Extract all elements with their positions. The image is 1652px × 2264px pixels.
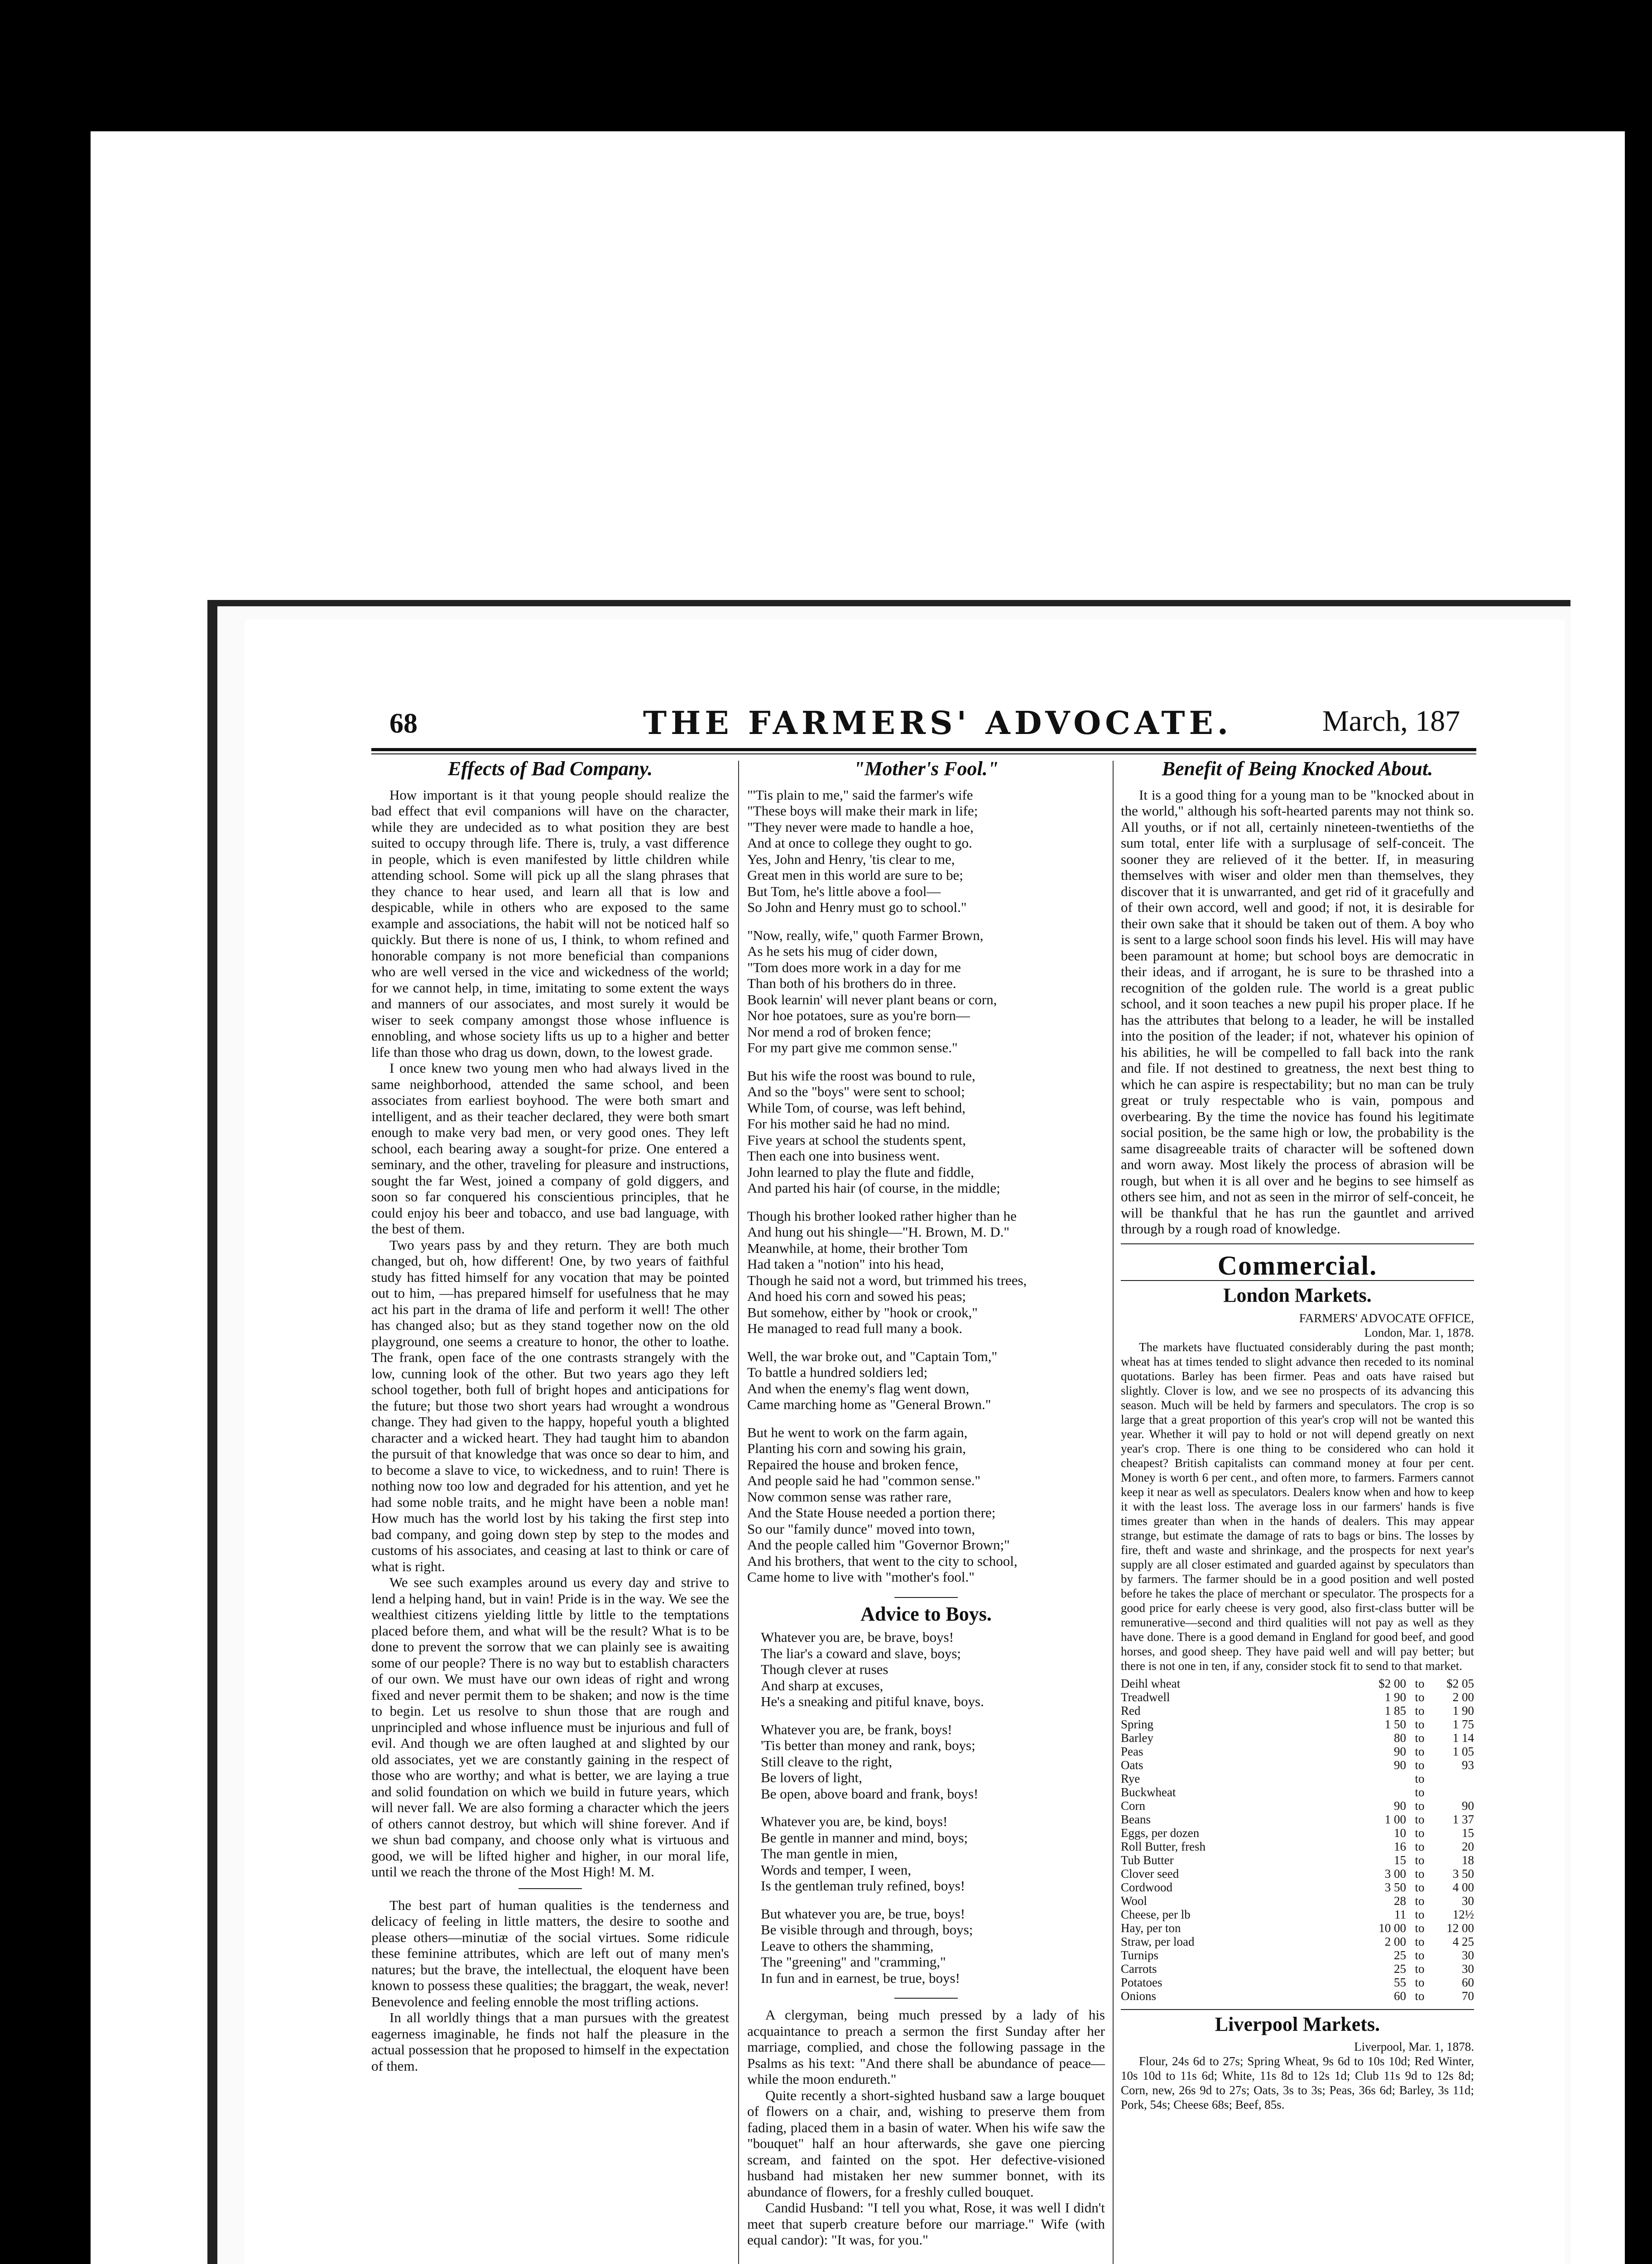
price-row <box>1121 1853 1474 1867</box>
price-row <box>1121 1894 1474 1908</box>
price-low: 25 <box>1394 1962 1406 1976</box>
price-row <box>1121 1976 1474 1989</box>
price-high: 90 <box>1462 1799 1474 1813</box>
price-item: Spring <box>1121 1717 1154 1731</box>
price-row <box>1121 1908 1474 1921</box>
price-to: to <box>1415 1799 1425 1813</box>
price-row <box>1121 1690 1474 1704</box>
price-low <box>1365 1785 1406 1799</box>
price-row <box>1121 1948 1474 1962</box>
price-item: Treadwell <box>1121 1690 1170 1704</box>
price-low: 28 <box>1394 1894 1406 1908</box>
price-low: 55 <box>1394 1975 1406 1989</box>
paragraph: A clergyman, being much pressed by a lady of his acquaintance to preach a sermon the first Sunday after her marriage, complied, and chose the following passage in the Psalms as his text: "And there shall be abundance of peace—while the moon endureth." <box>747 2007 1105 2087</box>
price-item: Deihl wheat <box>1121 1676 1181 1690</box>
price-row <box>1121 1785 1474 1799</box>
price-item: Clover seed <box>1121 1866 1179 1880</box>
price-low: 1 00 <box>1384 1812 1406 1826</box>
price-high: 30 <box>1462 1894 1474 1908</box>
paragraph: The best part of human qualities is the tenderness and delicacy of feeling in little matters, the desire to soothe and please others—minutiæ of the social virtues. Some ridicule these feminine attributes, which are left out of many men's natures; but the brave, the intellectual, the eloquent have been known to possess these qualities; the braggart, the weak, never! Benevolence and feeling ennoble the most trifling actions. <box>371 1897 729 2010</box>
price-high: 93 <box>1462 1758 1474 1772</box>
price-high: 20 <box>1462 1839 1474 1853</box>
price-high: 1 75 <box>1452 1717 1474 1731</box>
market-title: Liverpool Markets. <box>1215 2013 1380 2035</box>
price-high: 1 05 <box>1452 1744 1474 1758</box>
price-row <box>1121 1813 1474 1826</box>
price-row <box>1121 1921 1474 1935</box>
price-high: 1 37 <box>1452 1812 1474 1826</box>
price-item: Beans <box>1121 1812 1151 1826</box>
issue-date: March, 187 <box>1322 705 1460 738</box>
price-high: 15 <box>1462 1826 1474 1840</box>
article-title: Effects of Bad Company. <box>447 758 653 780</box>
price-row <box>1121 1799 1474 1813</box>
price-to: to <box>1415 1839 1425 1853</box>
price-item: Roll Butter, fresh <box>1121 1839 1206 1853</box>
price-low: 15 <box>1394 1853 1406 1867</box>
price-low: 25 <box>1394 1948 1406 1962</box>
header-rule-thin <box>371 753 1476 754</box>
column-divider <box>1113 761 1114 2264</box>
microfilm-border-right <box>1625 131 1652 2264</box>
price-to: to <box>1415 1690 1425 1704</box>
price-to: to <box>1415 1975 1425 1989</box>
stanza: "'Tis plain to me," said the farmer's wife "These boys will make their mark in life; "They never were made to handle a hoe, And at once to college they ought to go. Yes, John and Henry, 'tis clear to me, Great men in this world are sure to be; But Tom, he's little above a fool— So John and Henry must go to school." <box>747 787 978 915</box>
price-item: Turnips <box>1121 1948 1159 1962</box>
price-high: $2 05 <box>1446 1676 1474 1690</box>
price-item: Eggs, per dozen <box>1121 1826 1200 1840</box>
price-high: 70 <box>1462 1989 1474 2003</box>
stanza: But whatever you are, be true, boys! Be visible through and through, boys; Leave to others the shamming, The "greening" and "cramming," In fun and in earnest, be true, boys! <box>761 1905 973 1986</box>
price-to: to <box>1415 1948 1425 1962</box>
price-low: 1 50 <box>1384 1717 1406 1731</box>
price-high <box>1433 1785 1474 1799</box>
paragraph: How important is it that young people should realize the bad effect that evil companions will have on the character, while they are undecided as to what position they are best suited to occupy through life. There is, truly, a vast difference in people, which is even manifested by little children while attending school. Some will pick up all the slang phrases that they chance to hear used, and learn all that is low and despicable, while in others who are exposed to the same example and associations, the habit will not be noticed half so quickly. But there is none of us, I think, to whom refined and honorable company is not more beneficial than companions who are well versed in the vice and wickedness of the world; for we cannot help, in time, imitating to some extent the ways and manners of our associates, and most surely it would be wiser to seek company amongst those whose influence is ennobling, and whose society lifts us up to a higher and better life than those who drag us down, down, to the lowest grade. <box>371 787 729 1060</box>
price-to: to <box>1415 1731 1425 1745</box>
price-high: 4 00 <box>1452 1880 1474 1894</box>
price-item: Straw, per load <box>1121 1934 1195 1948</box>
separator <box>894 1998 958 1999</box>
price-to: to <box>1415 1703 1425 1717</box>
stanza: Whatever you are, be frank, boys! 'Tis better than money and rank, boys; Still cleave to the right, Be lovers of light, Be open, above board and frank, boys! <box>761 1721 979 1802</box>
price-row <box>1121 1826 1474 1840</box>
stanza: Though his brother looked rather higher than he And hung out his shingle—"H. Brown, M. D." Meanwhile, at home, their brother Tom Had taken a "notion" into his head, Though he said not a word, but trimmed his trees, And hoed his corn and sowed his peas; But somehow, either by "hook or crook," He managed to read full many a book. <box>747 1208 1027 1336</box>
header-rule <box>371 748 1476 751</box>
price-high: 18 <box>1462 1853 1474 1867</box>
price-low: 3 50 <box>1384 1880 1406 1894</box>
price-item: Peas <box>1121 1744 1143 1758</box>
price-item: Cordwood <box>1121 1880 1172 1894</box>
stanza: Whatever you are, be kind, boys! Be gentle in manner and mind, boys; The man gentle in mien, Words and temper, I ween, Is the gentleman truly refined, boys! <box>761 1813 968 1894</box>
microfilm-border-top <box>0 0 1652 131</box>
price-low: 11 <box>1394 1907 1406 1921</box>
poem-title: "Mother's Fool." <box>853 758 999 780</box>
price-low: 90 <box>1394 1758 1406 1772</box>
price-low: 90 <box>1394 1799 1406 1813</box>
price-to: to <box>1415 1962 1425 1976</box>
price-high: 30 <box>1462 1962 1474 1976</box>
dateline: Liverpool, Mar. 1, 1878. <box>1354 2040 1474 2053</box>
price-low: 3 00 <box>1384 1866 1406 1880</box>
price-low: 1 90 <box>1384 1690 1406 1704</box>
paragraph: I once knew two young men who had always lived in the same neighborhood, attended the same school, and been associates from earliest boyhood. The were both smart and intelligent, and as their teacher declared, they were both smart enough to make very bad men, or very good ones. They left school, each bearing away a sought-for prize. One entered a seminary, and the other, traveling for pleasure and instructions, sought the far West, joined a company of gold diggers, and soon so far conquered his conscientious principles, that he could enjoy his beer and tobacco, and use bad language, with the best of them. <box>371 1060 729 1237</box>
price-row <box>1121 1745 1474 1758</box>
paragraph: Two years pass by and they return. They are both much changed, but oh, how different! One, by two years of faithful study has fitted himself for any vocation that may be pointed out to him, —has prepared himself for usefulness that he may act his part in the drama of life and perform it well! The other has changed also; but as they stand together now on the old playground, one seems a creature to honor, the other to loathe. The frank, open face of the one contrasts strangely with the low, cunning look of the other. But two years ago they left school together, both full of bright hopes and anticipations for the future; but those two short years had wrought a wondrous change. They had given to the happy, hopeful youth a blighted character and a wicked heart. They had taught him to abandon the pursuit of that knowledge that was once so dear to him, and to become a slave to vice, to wickedness, and to ruin! There is nothing now too low and degraded for his attention, and yet he had some noble traits, and he might have been a noble man! How much has the world lost by his taking the first step into bad company, and going down step by step to the modes and customs of his associates, and ceasing at last to think or care of what is right. <box>371 1237 729 1574</box>
price-high: 3 50 <box>1452 1866 1474 1880</box>
price-to: to <box>1415 1676 1425 1690</box>
price-row <box>1121 1935 1474 1948</box>
price-item: Carrots <box>1121 1962 1157 1976</box>
masthead: THE FARMERS' ADVOCATE. <box>643 704 1233 742</box>
price-low: 1 85 <box>1384 1703 1406 1717</box>
price-item: Oats <box>1121 1758 1143 1772</box>
price-high: 2 00 <box>1452 1690 1474 1704</box>
price-item: Corn <box>1121 1799 1145 1813</box>
price-row <box>1121 1880 1474 1894</box>
price-row <box>1121 1867 1474 1880</box>
paragraph: Quite recently a short-sighted husband saw a large bouquet of flowers on a chair, and, wishing to preserve them from fading, placed them in a basin of water. When his wife saw the "bouquet" half an hour afterwards, she gave one piercing scream, and fainted on the spot. Her defective-visioned husband had mistaken her new summer bonnet, with its abundance of flowers, for a freshly culled bouquet. <box>747 2087 1105 2200</box>
separator <box>519 1888 582 1889</box>
price-item: Red <box>1121 1703 1141 1717</box>
price-to: to <box>1415 1717 1425 1731</box>
stanza: "Now, really, wife," quoth Farmer Brown, As he sets his mug of cider down, "Tom does more work in a day for me Than both of his brothers do in three. Book learnin' will never plant beans or corn, Nor hoe potatoes, sure as you're born— Nor mend a rod of broken fence; For my part give me common sense." <box>747 927 997 1055</box>
price-low: 60 <box>1394 1989 1406 2003</box>
price-high: 1 14 <box>1452 1731 1474 1745</box>
price-item: Wool <box>1121 1894 1147 1908</box>
price-table <box>1121 1677 1474 2003</box>
price-to: to <box>1415 1744 1425 1758</box>
column-divider <box>738 761 739 2264</box>
stanza: Well, the war broke out, and "Captain Tom," To battle a hundred soldiers led; And when the enemy's flag went down, Came marching home as "General Brown." <box>747 1348 998 1412</box>
paragraph: It is a good thing for a young man to be "knocked about in the world," although his soft-hearted parents may not think so. All youths, or if not all, certainly nineteen-twentieths of the sum total, enter life with a surplusage of self-conceit. The sooner they are relieved of it the better. If, in measuring themselves with wiser and older men than themselves, they discover that it is unwarranted, and get rid of it gracefully and of their own accord, well and good; if not, it is desirable for their own sake that it should be taken out of them. A boy who is sent to a large school soon finds his level. His will may have been paramount at home; but school boys are democratic in their ideas, and if arrogant, he is sure to be thrashed into a recognition of the golden rule. The world is a great public school, and it soon teaches a new pupil his proper place. If he has the attributes that belong to a leader, he will be installed into the position of the leader; if not, whatever his opinion of his abilities, he will be compelled to fall back into the rank and file. If not destined to greatness, the next best thing to which he can aspire is respectability; but no man can be truly great or truly respectable who is vain, pompous and overbearing. By the time the novice has found his legitimate social position, be the same high or low, the probability is the same disagreeable traits of character will be softened down and worn away. Most likely the process of abrasion will be rough, but when it is all over and he begins to see himself as others see him, and not as seen in the mirror of self-conceit, he will be thankful that he has run the gauntlet and arrived through by a rough road of knowledge. <box>1121 787 1474 1237</box>
price-to: to <box>1415 1934 1425 1948</box>
price-to: to <box>1415 1812 1425 1826</box>
price-item: Onions <box>1121 1989 1157 2003</box>
price-high <box>1433 1772 1474 1785</box>
price-to: to <box>1415 1866 1425 1880</box>
price-high: 1 90 <box>1452 1703 1474 1717</box>
price-low: 2 00 <box>1384 1934 1406 1948</box>
price-high: 30 <box>1462 1948 1474 1962</box>
microfilm-border-left <box>0 131 91 2264</box>
column-2 <box>747 758 1105 2248</box>
stanza: But his wife the roost was bound to rule, And so the "boys" were sent to school; While Tom, of course, was left behind, For his mother said he had no mind. Five years at school the students spent, Then each one into business went. John learned to play the flute and fiddle, And parted his hair (of course, in the middle; <box>747 1067 1000 1196</box>
page-header <box>389 704 1494 747</box>
column-3 <box>1121 758 1474 2112</box>
price-low: $2 00 <box>1378 1676 1406 1690</box>
price-to: to <box>1415 1853 1425 1867</box>
stanza: Whatever you are, be brave, boys! The liar's a coward and slave, boys; Though clever at ruses And sharp at excuses, He's a sneaking and pitiful knave, boys. <box>761 1629 984 1709</box>
price-low: 90 <box>1394 1744 1406 1758</box>
separator <box>1121 1243 1474 1244</box>
price-item: Barley <box>1121 1731 1153 1745</box>
price-high: 12½ <box>1452 1907 1474 1921</box>
section-heading: Commercial. <box>1217 1250 1378 1281</box>
market-title: London Markets. <box>1223 1284 1372 1306</box>
article-title: Benefit of Being Knocked About. <box>1162 758 1433 780</box>
price-item: Cheese, per lb <box>1121 1907 1191 1921</box>
price-low <box>1365 1772 1406 1785</box>
price-to: to <box>1415 1907 1425 1921</box>
price-to: to <box>1415 1894 1425 1908</box>
price-high: 60 <box>1462 1975 1474 1989</box>
price-row <box>1121 1962 1474 1976</box>
separator <box>1121 2009 1474 2010</box>
price-to: to <box>1415 1989 1425 2003</box>
price-low: 10 00 <box>1378 1921 1406 1935</box>
price-row <box>1121 1772 1474 1785</box>
paragraph: Candid Husband: "I tell you what, Rose, it was well I didn't meet that superb creature before our marriage." Wife (with equal candor): "It was, for you." <box>747 2200 1105 2248</box>
price-to: to <box>1415 1921 1425 1935</box>
paragraph: We see such examples around us every day and strive to lend a helping hand, but in vain! Pride is in the way. We see the wealthiest citizens yielding little by little to the temptations placed before them, and what will be the result? What is to be done to prevent the sorrow that we can plainly see is awaiting some of our people? There is no way but to establish characters of our own. We must have our own ideas of right and wrong fixed and never permit them to be shaken; and now is the time to begin. Let us resolve to shun those that are rough and unprincipled and whose influence must be injurious and full of evil. And though we are often laughed at and slighted by our old associates, yet we are constantly gaining in the respect of those who are worthy; and what is better, we are laying a true and solid foundation on which we build in future years, which will never fall. We are also forming a character which the jeers of others cannot destroy, but which will shine forever. And if we shun bad company, and choose only what is virtuous and good, we will be lifted higher and higher, in our moral life, until we reach the throne of the Most High! M. M. <box>371 1574 729 1880</box>
price-item: Tub Butter <box>1121 1853 1174 1867</box>
price-high: 4 25 <box>1452 1934 1474 1948</box>
price-to: to <box>1415 1758 1425 1772</box>
poem-title: Advice to Boys. <box>860 1602 992 1625</box>
office-line: FARMERS' ADVOCATE OFFICE, <box>1299 1311 1474 1325</box>
price-to: to <box>1415 1826 1425 1840</box>
price-row <box>1121 1677 1474 1690</box>
price-to: to <box>1415 1771 1425 1785</box>
price-row <box>1121 1731 1474 1745</box>
stanza: But he went to work on the farm again, Planting his corn and sowing his grain, Repaired the house and broken fence, And people said he had "common sense." Now common sense was rather rare, And the State House needed a portion there; So our "family dunce" moved into town, And the people called him "Governor Brown;" And his brothers, that went to the city to school, Came home to live with "mother's fool." <box>747 1424 1018 1585</box>
price-item: Rye <box>1121 1771 1140 1785</box>
price-item: Hay, per ton <box>1121 1921 1181 1935</box>
price-to: to <box>1415 1785 1425 1799</box>
separator <box>894 1597 958 1598</box>
price-row <box>1121 1717 1474 1731</box>
price-row <box>1121 1989 1474 2003</box>
dateline: London, Mar. 1, 1878. <box>1364 1325 1474 1339</box>
price-row <box>1121 1704 1474 1717</box>
paragraph: In all worldly things that a man pursues with the greatest eagerness imaginable, he finds not half the pleasure in the actual possession that he proposed to himself in the expectation of them. <box>371 2010 729 2074</box>
price-item: Buckwheat <box>1121 1785 1176 1799</box>
price-item: Potatoes <box>1121 1975 1162 1989</box>
price-low: 16 <box>1394 1839 1406 1853</box>
price-row <box>1121 1840 1474 1853</box>
column-1 <box>371 758 729 2074</box>
market-report: The markets have fluctuated considerably during the past month; wheat has at times tended to slight advance then receded to its nominal quotations. Barley has been firmer. Peas and oats have raised but slightly. Clover is low, and we see no prospects of its advancing this season. Much will be held by farmers and speculators. The crop is so large that a great proportion of this year's crop will not be wanted this year. Whether it will pay to hold or not will depend greatly on next year's crop. There is one thing to be considered who can hold it cheapest? British capitalists can command money at four per cent. Money is worth 6 per cent., and often more, to farmers. Farmers cannot keep it near as well as speculators. Dealers know when and how to keep it with the least loss. The average loss in our farmers' hands is five times greater than when in the hands of dealers. This may appear strange, but estimate the damage of rats to bags or bins. The losses by fire, theft and waste and shrinkage, and the prospects for next year's supply are all closer estimated and guarded against by speculators than by farmers. The farmer should be in a good position and well posted before he takes the place of merchant or speculator. The prospects for a good price for early cheese is very good, also first-class butter will be remunerative—second and third qualities will not pay as well as they have done. There is a good demand in England for good beef, and good horses, and good sheep. They have paid well and will pay better; but there is not one in ten, if any, consider stock fit to send to that market. <box>1121 1340 1474 1673</box>
page-number: 68 <box>389 708 418 739</box>
market-report: Flour, 24s 6d to 27s; Spring Wheat, 9s 6d to 10s 10d; Red Winter, 10s 10d to 11s 6d; White, 11s 8d to 12s 1d; Club 11s 9d to 12s 8d; Corn, new, 26s 9d to 27s; Oats, 3s to 3s; Peas, 36s 6d; Barley, 3s 11d; Pork, 54s; Cheese 68s; Beef, 85s. <box>1121 2054 1474 2111</box>
price-low: 10 <box>1394 1826 1406 1840</box>
price-to: to <box>1415 1880 1425 1894</box>
price-low: 80 <box>1394 1731 1406 1745</box>
price-row <box>1121 1758 1474 1772</box>
price-high: 12 00 <box>1446 1921 1474 1935</box>
